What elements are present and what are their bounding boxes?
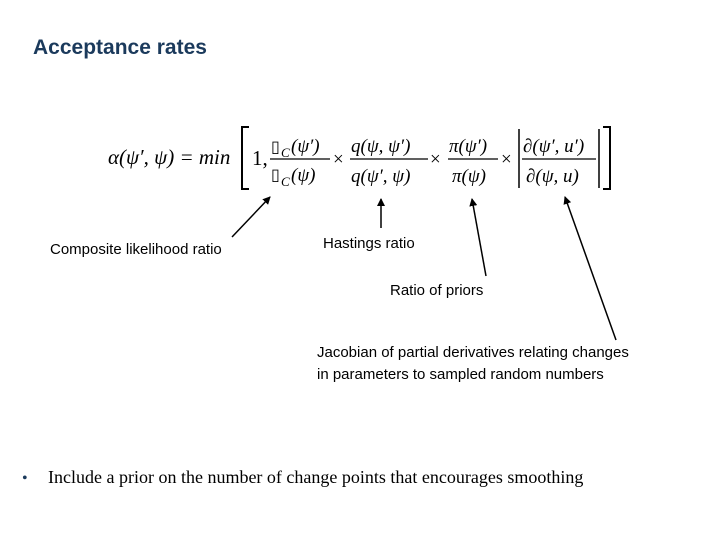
right-bracket: [603, 127, 610, 189]
prior-denominator: π(ψ): [452, 166, 486, 187]
label-composite-likelihood: Composite likelihood ratio: [50, 241, 222, 258]
subscript-c-den: C: [281, 174, 290, 189]
hastings-denominator: q(ψ′, ψ): [351, 166, 411, 187]
bullet-marker: •: [22, 470, 28, 487]
jacobian-numerator: ∂(ψ′, u′): [523, 136, 585, 157]
hastings-numerator: q(ψ, ψ′): [351, 136, 411, 157]
label-jacobian: [317, 342, 629, 386]
missing-glyph-num: ▯: [271, 139, 280, 156]
likelihood-numerator: (ψ′): [291, 136, 320, 157]
arrow-composite: [232, 197, 270, 237]
bullet-item: [22, 467, 583, 488]
bullet-text: Include a prior on the number of change points that encourages smoothing: [48, 467, 584, 487]
times-2: ×: [430, 149, 441, 170]
label-hastings-ratio: Hastings ratio: [323, 235, 415, 252]
jacobian-denominator: ∂(ψ, u): [526, 166, 579, 187]
arrow-priors: [472, 199, 486, 276]
likelihood-denominator: (ψ): [291, 165, 316, 186]
prior-numerator: π(ψ′): [449, 136, 488, 157]
formula-one: 1,: [252, 146, 268, 170]
arrow-jacobian: [565, 197, 616, 340]
label-jacobian-line1: Jacobian of partial derivatives relating changes: [317, 344, 629, 361]
slide-title: Acceptance rates: [33, 36, 207, 59]
missing-glyph-den: ▯: [271, 167, 280, 184]
times-1: ×: [333, 149, 344, 170]
left-bracket: [242, 127, 249, 189]
formula-lhs: α(ψ′, ψ) = min: [108, 145, 231, 169]
times-3: ×: [501, 149, 512, 170]
label-jacobian-line2: in parameters to sampled random numbers: [317, 366, 604, 383]
label-ratio-of-priors: Ratio of priors: [390, 282, 484, 299]
subscript-c-num: C: [281, 145, 290, 160]
